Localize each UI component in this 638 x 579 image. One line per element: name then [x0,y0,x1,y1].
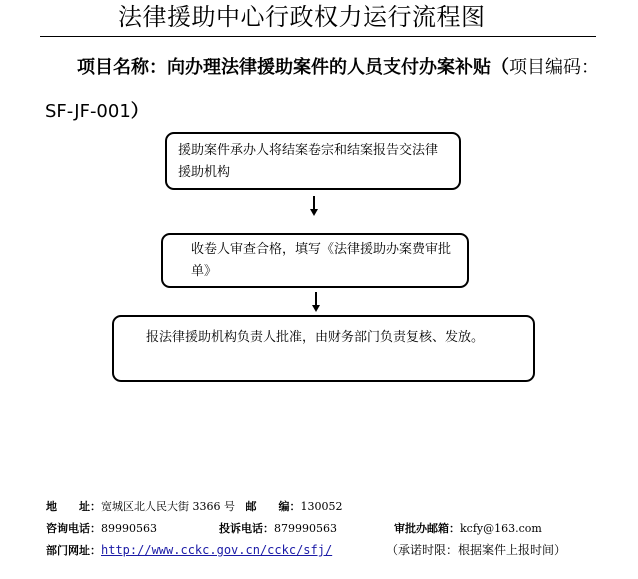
flow-step-3-box [112,315,535,382]
project-header: 项目名称：向办理法律援助案件的人员支付办案补贴（项目编码：SF-JF-001） [45,57,599,122]
footer-contact-line [46,522,157,536]
footer-website-line [46,543,332,558]
project-name: 向办理法律援助案件的人员支付办案补贴 [167,57,491,78]
footer-complaint [219,522,337,536]
consult-phone-label: 咨询电话： [46,522,101,535]
consult-phone-value: 89990563 [101,522,157,535]
approval-email-value: kcfy@163.com [460,522,542,535]
address-value: 宽城区北人民大街 3366 号 [101,500,235,513]
complaint-phone-label: 投诉电话： [219,522,274,535]
arrow-head [312,305,320,312]
footer-email [394,522,542,536]
website-label: 部门网址： [46,544,101,557]
page-title: 法律援助中心行政权力运行流程图 [118,3,486,31]
postcode-label: 邮 编： [245,500,301,513]
arrow-head [310,209,318,216]
title-underline [40,36,596,37]
promise-note: （承诺时限：根据案件上报时间） [386,543,567,557]
project-name-label: 项目名称： [77,57,167,78]
website-link[interactable]: http://www.cckc.gov.cn/cckc/sfj/ [101,543,333,557]
flow-step-2-text: 收卷人审查合格，填写《法律援助办案费审批单》 [191,242,452,279]
complaint-phone-value: 879990563 [274,522,337,535]
postcode-value: 130052 [300,500,343,513]
approval-email-label: 审批办邮箱： [394,522,460,535]
project-code-label: 项目编码： [509,57,599,78]
flow-step-2-box [161,233,469,288]
footer-address-line [46,500,343,514]
flow-step-1-box [165,132,461,190]
flow-step-3-text: 报法律援助机构负责人批准，由财务部门负责复核、发放。 [146,330,485,345]
address-label: 地 址： [46,500,101,513]
project-code: SF-JF-001 [45,101,131,122]
flow-step-1-text: 援助案件承办人将结案卷宗和结案报告交法律援助机构 [178,143,439,180]
